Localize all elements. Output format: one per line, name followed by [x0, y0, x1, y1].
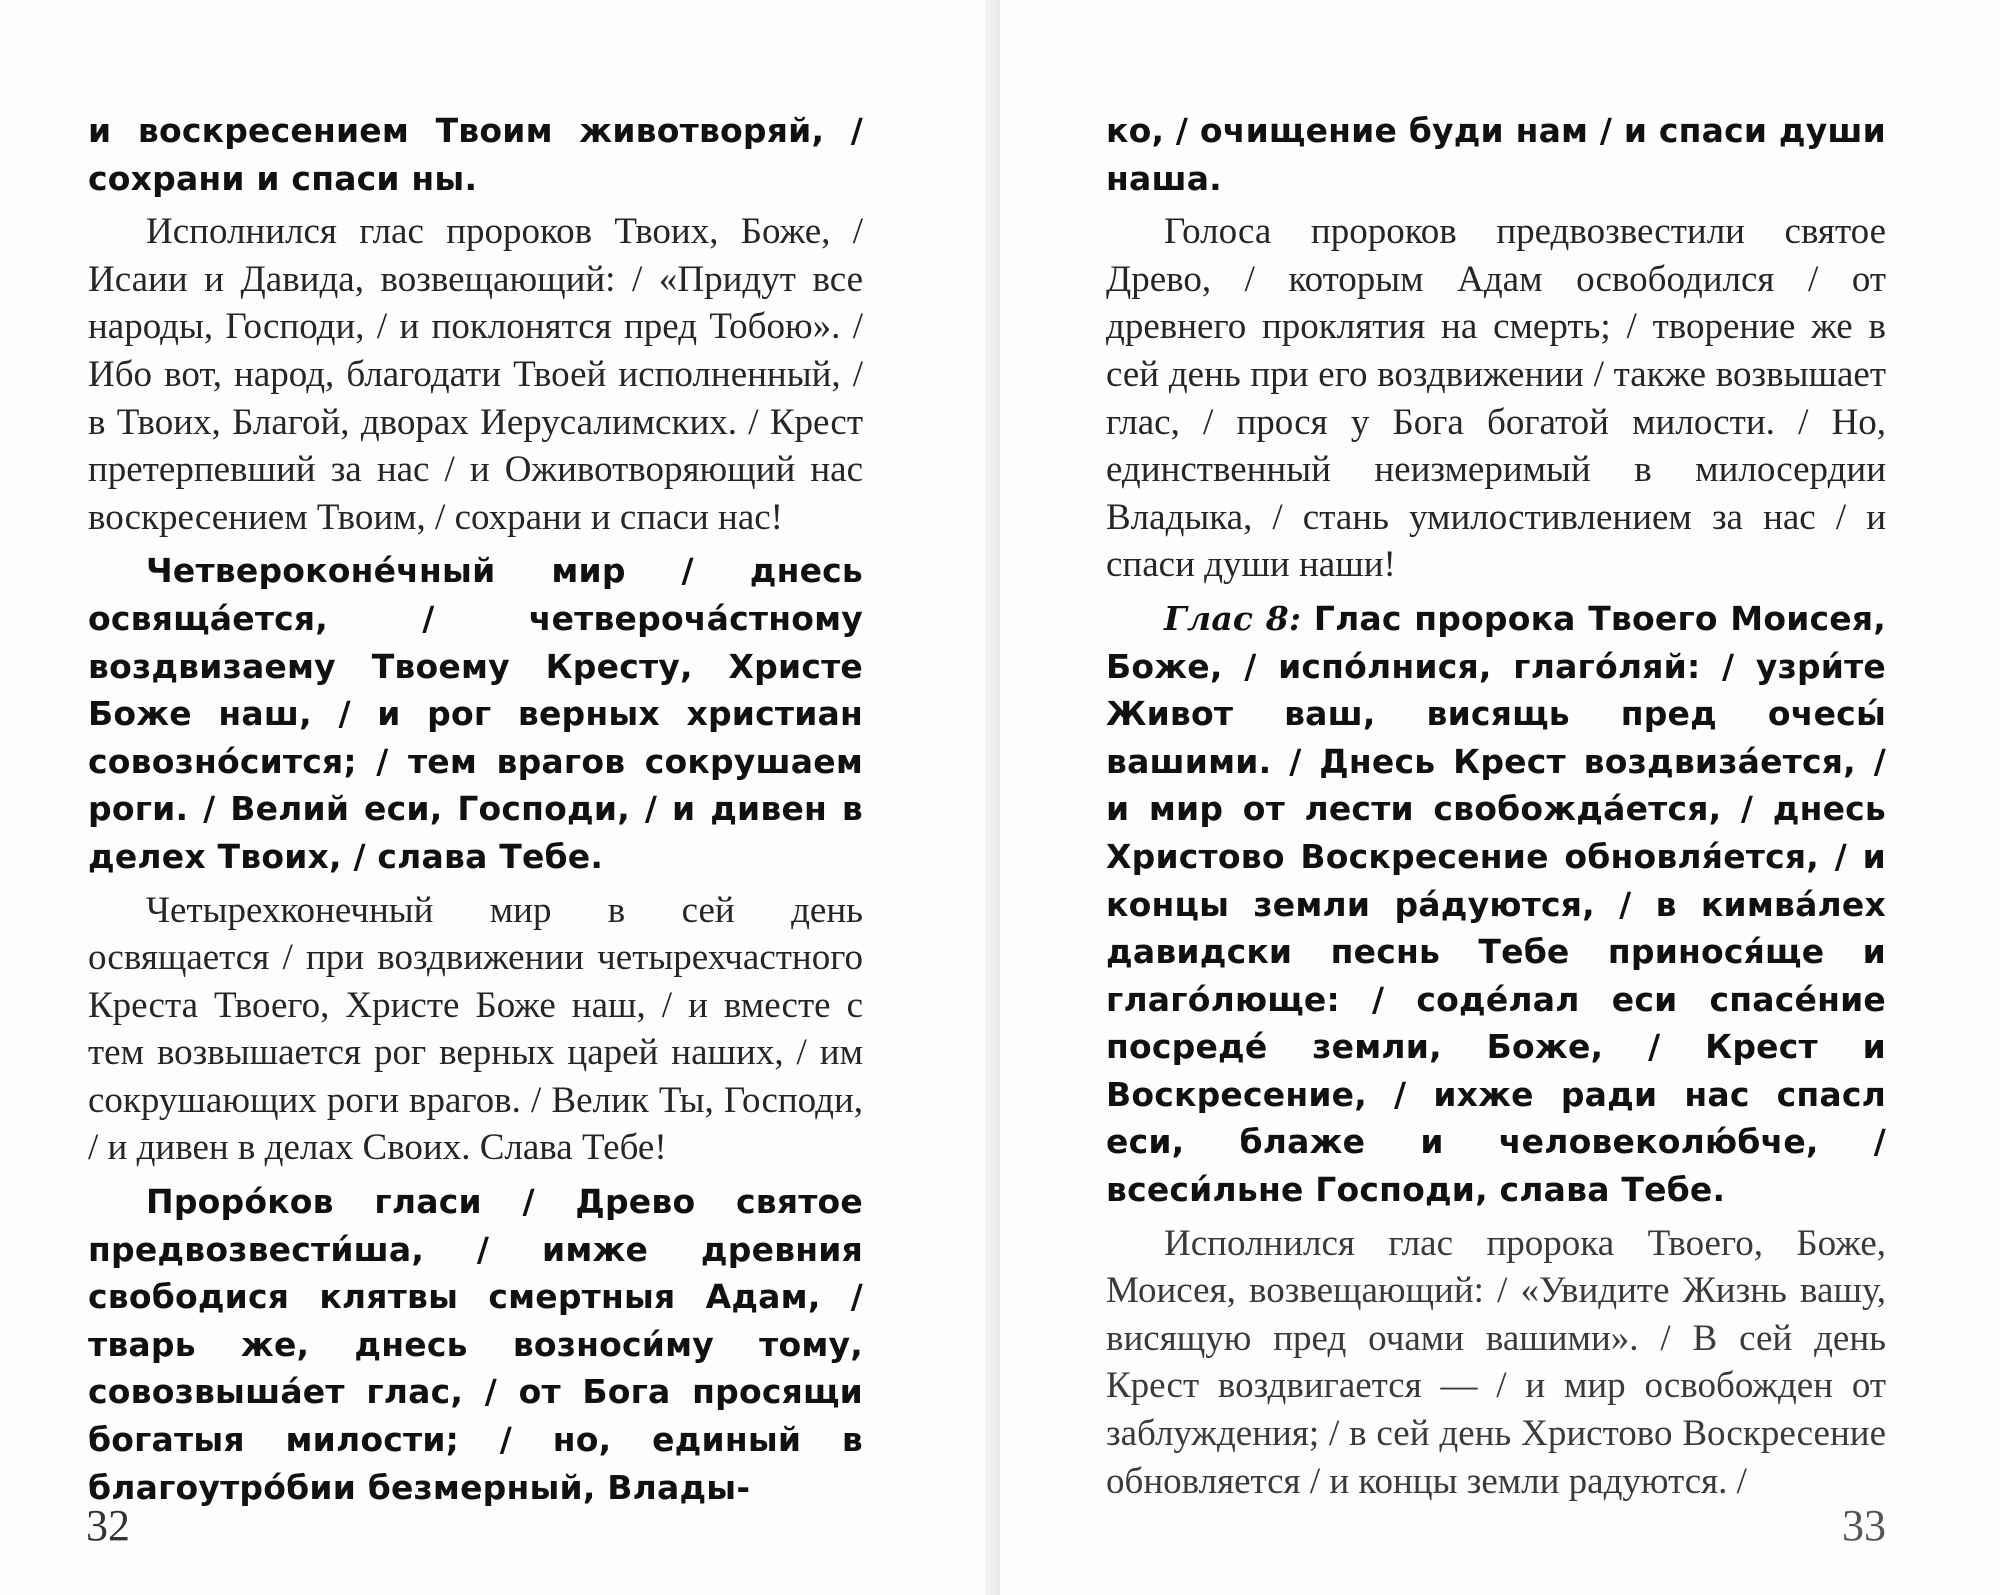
- paragraph: Голоса пророков предвозвестили святое Древо, / которым Адам освободился / от древнего проклятия на смерть; / творение же в сей день при его воздвижении / также возвышает глас, / прося у Бога богатой милости. / Но, единственный неизмеримый в милосердии Владыка, / стань умилостивлением за нас / и спаси души наши!: [1106, 211, 1886, 586]
- paragraph: Проро́ков гласи / Древо святое предвозвести́ша, / имже древния свободися клятвы смертныя Адам, / тварь же, днесь возноси́му тому, совозвыша́ет глас, / от Бога просящи богатыя милости; / но, единый в благоутро́бии безмерный, Влады-: [88, 1182, 863, 1507]
- right-page-text: [1106, 107, 1886, 1511]
- page-number: 33: [1842, 1501, 1886, 1550]
- paragraph: Исполнился глас пророка Твоего, Боже, Моисея, возвещающий: / «Увидите Жизнь вашу, висящую пред очами вашими». / В сей день Крест воздвигается — / и мир освобожден от заблуждения; / в сей день Христово Воскресение обновляется / и концы земли радуются. /: [1106, 1222, 1886, 1502]
- right-page: [1000, 0, 2000, 1595]
- paragraph-text: Глас пророка Твоего Моисея, Боже, / испо́лнися, глаго́ляй: / узри́те Живот ваш, висящь пред очесы́ вашими. / Днесь Крест воздвиза́ется, / и мир от лести свобожда́ется, / днесь Христово Воскресение обновля́ется, / и концы земли ра́дуются, / в кимва́лех давидски песнь Тебе принося́ще и глаго́люще: / соде́лал еси спасе́ние посреде́ земли, Боже, / Крест и Воскресение, / ихже ради нас спасл еси, блаже и человеколю́бче, / всеси́льне Господи, слава Тебе.: [1106, 598, 1886, 1210]
- paragraph: Четвероконе́чный мир / днесь освяща́ется, / четвероча́стному воздвизаему Твоему Кресту, Христе Боже наш, / и рог верных христиан совозно́сится; / тем врагов сокрушаем роги. / Велий еси, Господи, / и дивен в делех Твоих, / слава Тебе.: [88, 551, 863, 876]
- paragraph: ко, / очищение буди нам / и спаси души наша.: [1106, 111, 1886, 198]
- paragraph: Четырехконечный мир в сей день освящается / при воздвижении четырехчастного Креста Твоего, Христе Боже наш, / и вместе с тем возвышается рог верных царей наших, / им сокрушающих роги врагов. / Велик Ты, Господи, / и дивен в делах Своих. Слава Тебе!: [88, 889, 863, 1169]
- left-page-text: [88, 107, 863, 1517]
- paragraph: [1106, 595, 1886, 1214]
- page-number: 32: [86, 1501, 130, 1550]
- paragraph: и воскресением Твоим животворяй, / сохрани и спаси ны.: [88, 111, 863, 198]
- paragraph: Исполнился глас пророков Твоих, Боже, / Исаии и Давида, возвещающий: / «Придут все народы, Господи, / и поклонятся пред Тобою». / Ибо вот, народ, благодати Твоей исполненный, / в Твоих, Благой, дворах Иерусалимских. / Крест претерпевший за нас / и Оживотворяющий нас воскресением Твоим, / сохрани и спаси нас!: [88, 211, 863, 538]
- tone-label: Глас 8:: [1164, 598, 1302, 638]
